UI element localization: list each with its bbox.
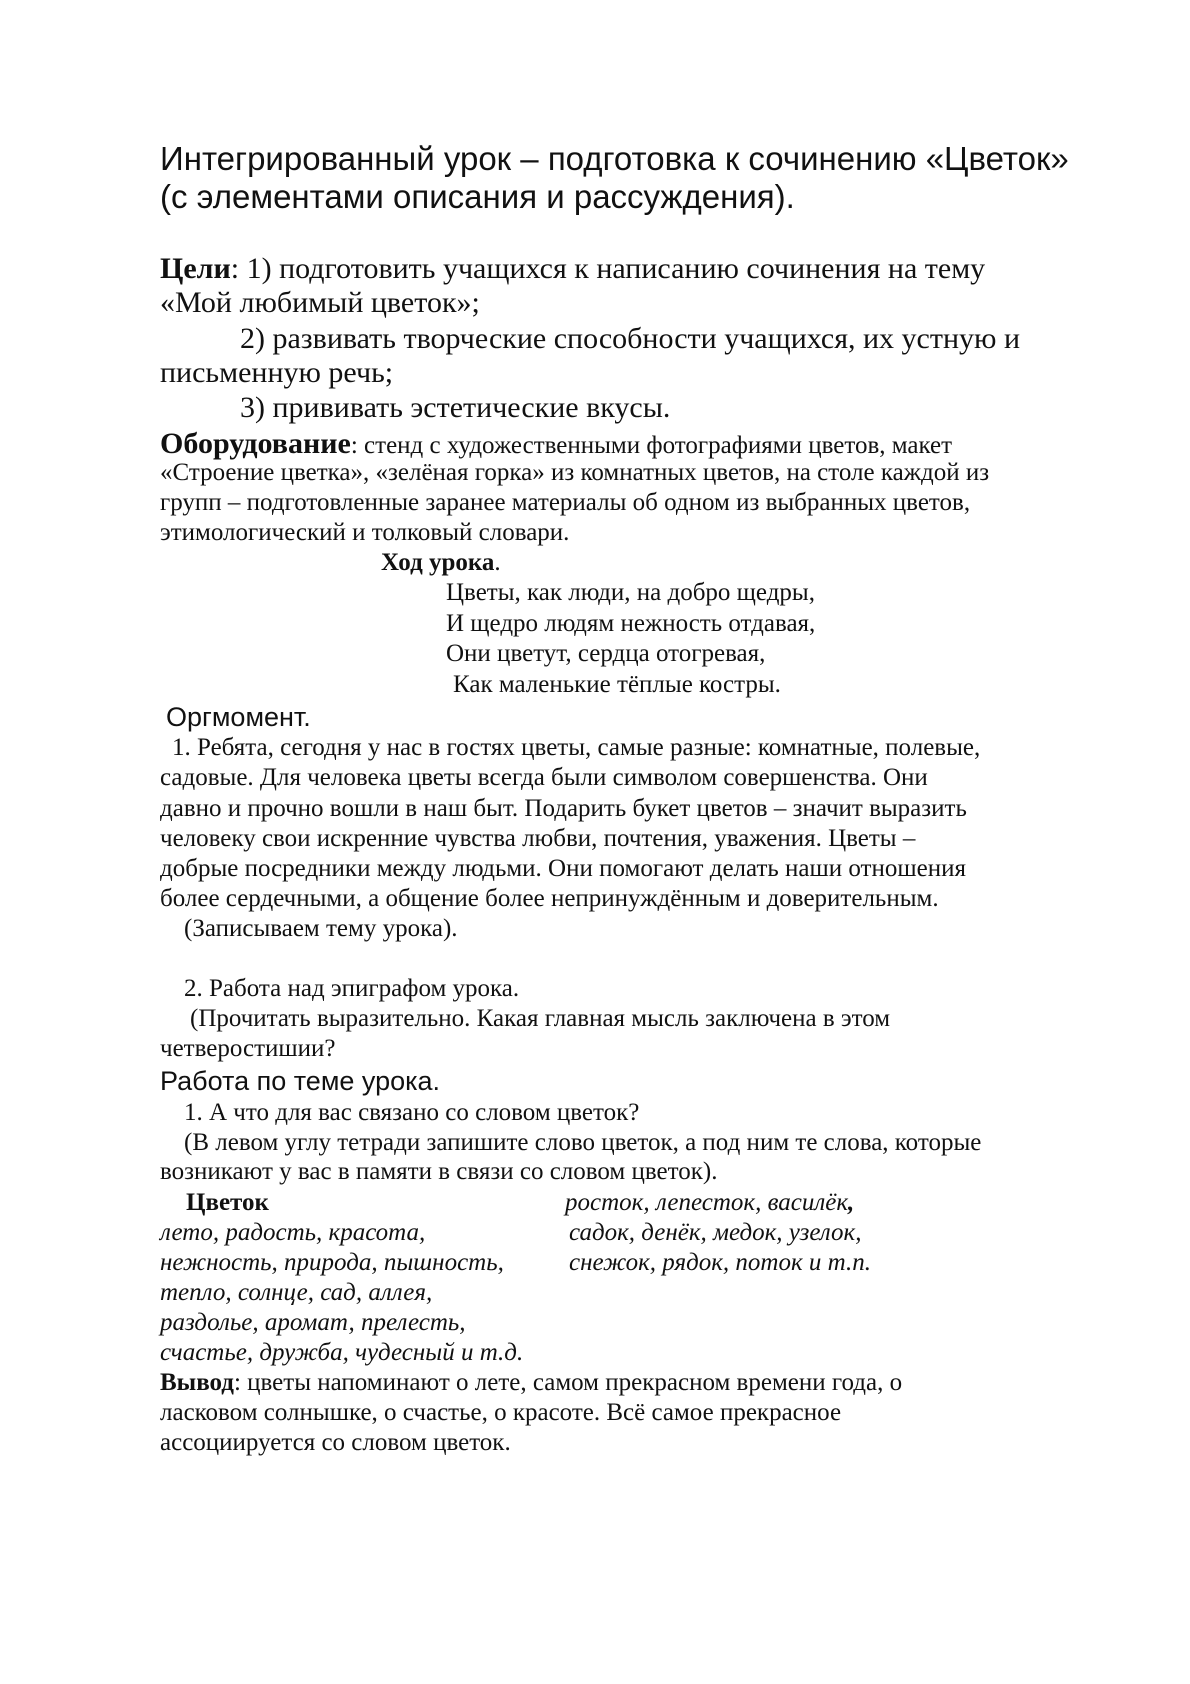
orgmoment-line-1: 1. Ребята, сегодня у нас в гостях цветы, самые разные: комнатные, полевые,: [172, 734, 981, 761]
word-column-right-line-3: снежок, рядок, поток и т.п.: [569, 1249, 872, 1276]
orgmoment-line-6: более сердечными, а общение более непринуждённым и доверительным.: [160, 885, 939, 912]
orgmoment-line-7: (Записываем тему урока).: [184, 915, 458, 942]
lesson-heading: [381, 549, 501, 577]
goals-line-1: [160, 252, 985, 286]
conclusion-line-1: [160, 1369, 902, 1397]
title-line-1: Интегрированный урок – подготовка к сочинению «Цветок»: [160, 140, 1069, 177]
conclusion-line-3: ассоциируется со словом цветок.: [160, 1429, 511, 1456]
word-column-left-heading-text: Цветок: [186, 1189, 269, 1216]
conclusion-text-1: : цветы напоминают о лете, самом прекрасном времени года, о: [233, 1369, 903, 1396]
epigraph-line-3: четверостишии?: [160, 1035, 336, 1062]
word-column-right-comma: ,: [848, 1189, 855, 1216]
poem-line-1: Цветы, как люди, на добро щедры,: [446, 579, 815, 606]
goals-line-3: 2) развивать творческие способности учащихся, их устную и: [240, 322, 1020, 355]
epigraph-line-1: 2. Работа над эпиграфом урока.: [184, 975, 520, 1002]
goals-text-1: : 1) подготовить учащихся к написанию сочинения на тему: [230, 252, 986, 285]
lesson-heading-dot: .: [494, 549, 501, 576]
equipment-line-1: [160, 427, 952, 461]
epigraph-line-2: (Прочитать выразительно. Какая главная мысль заключена в этом: [190, 1005, 891, 1032]
equipment-label: Оборудование: [160, 427, 351, 460]
equipment-line-2: «Строение цветка», «зелёная горка» из комнатных цветов, на столе каждой из: [160, 459, 990, 486]
word-column-right-line-2: садок, денёк, медок, узелок,: [569, 1219, 862, 1246]
title-line-2: (с элементами описания и рассуждения).: [160, 178, 795, 215]
equipment-text-1: : стенд с художественными фотографиями цветов, макет: [350, 432, 953, 459]
orgmoment-line-4: человеку свои искренние чувства любви, почтения, уважения. Цветы –: [160, 825, 916, 852]
equipment-line-4: этимологический и толковый словари.: [160, 519, 570, 546]
word-column-left-line-5: счастье, дружба, чудесный и т.д.: [160, 1339, 524, 1366]
word-column-left-line-4: раздолье, аромат, прелесть,: [160, 1309, 466, 1336]
goals-line-5: 3) прививать эстетические вкусы.: [240, 391, 671, 424]
word-column-left-line-2: нежность, природа, пышность,: [160, 1249, 504, 1276]
topic-work-line-3: возникают у вас в памяти в связи со словом цветок).: [160, 1158, 718, 1185]
goals-label: Цели: [160, 252, 231, 285]
poem-line-4: Как маленькие тёплые костры.: [453, 671, 781, 698]
word-column-right-text-1: росток, лепесток, василёк: [565, 1189, 849, 1216]
orgmoment-heading: Оргмомент.: [166, 702, 311, 732]
orgmoment-line-5: добрые посредники между людьми. Они помогают делать наши отношения: [160, 855, 966, 882]
goals-line-2: «Мой любимый цветок»;: [160, 286, 480, 319]
equipment-line-3: групп – подготовленные заранее материалы об одном из выбранных цветов,: [160, 489, 971, 516]
goals-line-4: письменную речь;: [160, 356, 394, 389]
word-column-right-line-1: [565, 1189, 854, 1217]
orgmoment-line-2: садовые. Для человека цветы всегда были символом совершенства. Они: [160, 764, 928, 791]
topic-work-line-1: 1. А что для вас связано со словом цветок?: [184, 1099, 640, 1126]
lesson-heading-label: Ход урока: [381, 549, 495, 576]
conclusion-line-2: ласковом солнышке, о счастье, о красоте. Всё самое прекрасное: [160, 1399, 842, 1426]
poem-line-2: И щедро людям нежность отдавая,: [446, 610, 816, 637]
conclusion-label: Вывод: [160, 1369, 234, 1396]
orgmoment-line-3: давно и прочно вошли в наш быт. Подарить букет цветов – значит выразить: [160, 795, 967, 822]
poem-line-3: Они цветут, сердца отогревая,: [446, 640, 766, 667]
topic-work-line-2: (В левом углу тетради запишите слово цветок, а под ним те слова, которые: [184, 1129, 982, 1156]
word-column-left-heading: [186, 1189, 269, 1217]
word-column-left-line-3: тепло, солнце, сад, аллея,: [160, 1279, 433, 1306]
topic-work-heading: Работа по теме урока.: [160, 1066, 441, 1096]
word-column-left-line-1: лето, радость, красота,: [160, 1219, 426, 1246]
